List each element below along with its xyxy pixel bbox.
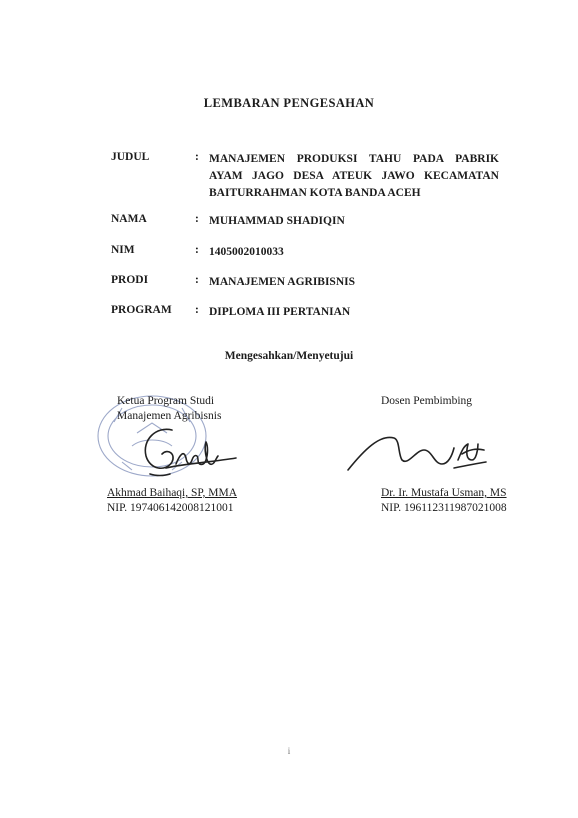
approval-heading: Mengesahkan/Menyetujui xyxy=(224,350,354,362)
left-role-line-2: Manajemen Agribisnis xyxy=(117,410,222,422)
left-signature-icon xyxy=(132,418,242,493)
right-signatory-nip: NIP. 196112311987021008 xyxy=(381,502,507,514)
field-value-nim: 1405002010033 xyxy=(209,246,284,258)
left-role-line-1: Ketua Program Studi xyxy=(117,395,215,407)
field-colon: : xyxy=(195,151,199,163)
judul-line-2: AYAM JAGO DESA ATEUK JAWO KECAMATAN xyxy=(209,170,499,182)
field-label: JUDUL xyxy=(111,151,150,163)
field-colon: : xyxy=(195,213,199,225)
right-signature-icon xyxy=(344,420,494,480)
field-colon: : xyxy=(195,304,199,316)
field-value-nama: MUHAMMAD SHADIQIN xyxy=(209,215,345,227)
field-value-prodi: MANAJEMEN AGRIBISNIS xyxy=(209,276,356,288)
page-title: LEMBARAN PENGESAHAN xyxy=(203,96,375,110)
left-signatory-nip: NIP. 197406142008121001 xyxy=(107,502,234,514)
right-signatory-role: Dosen Pembimbing xyxy=(381,395,473,407)
judul-line-3: BAITURRAHMAN KOTA BANDA ACEH xyxy=(209,187,421,199)
field-label: PROGRAM xyxy=(111,304,172,316)
left-signatory-name: Akhmad Baihaqi, SP, MMA xyxy=(107,487,238,499)
judul-line-1: MANAJEMEN PRODUKSI TAHU PADA PABRIK xyxy=(209,153,499,165)
field-value-program: DIPLOMA III PERTANIAN xyxy=(209,306,351,318)
field-value-judul xyxy=(209,151,499,202)
field-colon: : xyxy=(195,244,199,256)
field-label: NAMA xyxy=(111,213,147,225)
right-signatory-name: Dr. Ir. Mustafa Usman, MS xyxy=(381,487,507,499)
field-label: NIM xyxy=(111,244,135,256)
page-number: i xyxy=(287,746,291,756)
field-colon: : xyxy=(195,274,199,286)
field-label: PRODI xyxy=(111,274,149,286)
